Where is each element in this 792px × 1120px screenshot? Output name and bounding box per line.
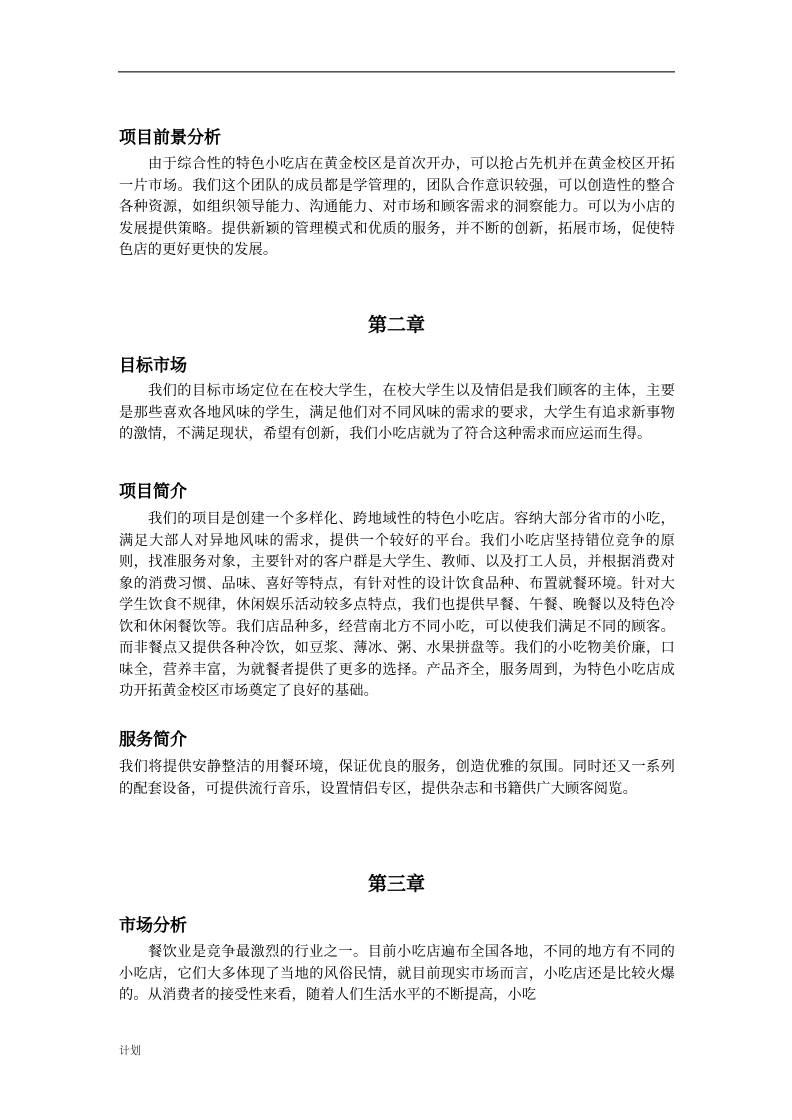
section-paragraph-market-analysis: 餐饮业是竞争最激烈的行业之一。目前小吃店遍布全国各地，不同的地方有不同的小吃店，它们大多体现了当地的风俗民情，就目前现实市场而言，小吃店还是比较火爆的。从消费者的接受性来看，随着人们生活水平的不断提高，小吃 bbox=[119, 944, 675, 1003]
section-paragraph-prospect: 由于综合性的特色小吃店在黄金校区是首次开办，可以抢占先机并在黄金校区开拓一片市场。我们这个团队的成员都是学管理的，团队合作意识较强，可以创造性的整合各种资源，如组织领导能力、沟通能力、对市场和顾客需求的洞察能力。可以为小店的发展提供策略。提供新颖的管理模式和优质的服务，并不断的创新，拓展市场，促使特色店的更好更快的发展。 bbox=[119, 156, 675, 258]
page-footer: 计划 bbox=[119, 1044, 141, 1057]
header-rule bbox=[118, 71, 675, 73]
section-heading-project-intro: 项目简介 bbox=[119, 482, 187, 502]
section-heading-market-analysis: 市场分析 bbox=[119, 916, 187, 936]
section-paragraph-service-intro: 我们将提供安静整洁的用餐环境，保证优良的服务，创造优雅的氛围。同时还又一系列的配套设备，可提供流行音乐，设置情侣专区，提供杂志和书籍供广大顾客阅览。 bbox=[119, 759, 675, 797]
section-paragraph-target-market: 我们的目标市场定位在在校大学生，在校大学生以及情侣是我们顾客的主体，主要是那些喜欢各地风味的学生，满足他们对不同风味的需求的要求，大学生有追求新事物的激情，不满足现状，希望有创新，我们小吃店就为了符合这种需求而应运而生得。 bbox=[119, 383, 675, 442]
chapter-title-3: 第三章 bbox=[367, 873, 425, 895]
section-paragraph-project-intro: 我们的项目是创建一个多样化、跨地域性的特色小吃店。容纳大部分省市的小吃，满足大部人对异地风味的需求，提供一个较好的平台。我们小吃店坚持错位竞争的原则，找准服务对象，主要针对的客户群是大学生、教师、以及打工人员，并根据消费对象的消费习惯、品味、喜好等特点，有针对性的设计饮食品种、布置就餐环境。针对大学生饮食不规律，休闲娱乐活动较多点特点，我们也提供早餐、午餐、晚餐以及特色冷饮和休闲餐饮等。我们店品种多，经营南北方不同小吃，可以使我们满足不同的顾客。而非餐点又提供各种冷饮，如豆浆、薄冰、粥、水果拼盘等。我们的小吃物美价廉，口味全，营养丰富，为就餐者提供了更多的选择。产品齐全，服务周到，为特色小吃店成功开拓黄金校区市场奠定了良好的基础。 bbox=[119, 511, 675, 699]
chapter-title-2: 第二章 bbox=[367, 314, 425, 336]
section-heading-target-market: 目标市场 bbox=[119, 356, 187, 376]
section-heading-service-intro: 服务简介 bbox=[119, 730, 187, 750]
section-heading-prospect: 项目前景分析 bbox=[119, 128, 221, 148]
